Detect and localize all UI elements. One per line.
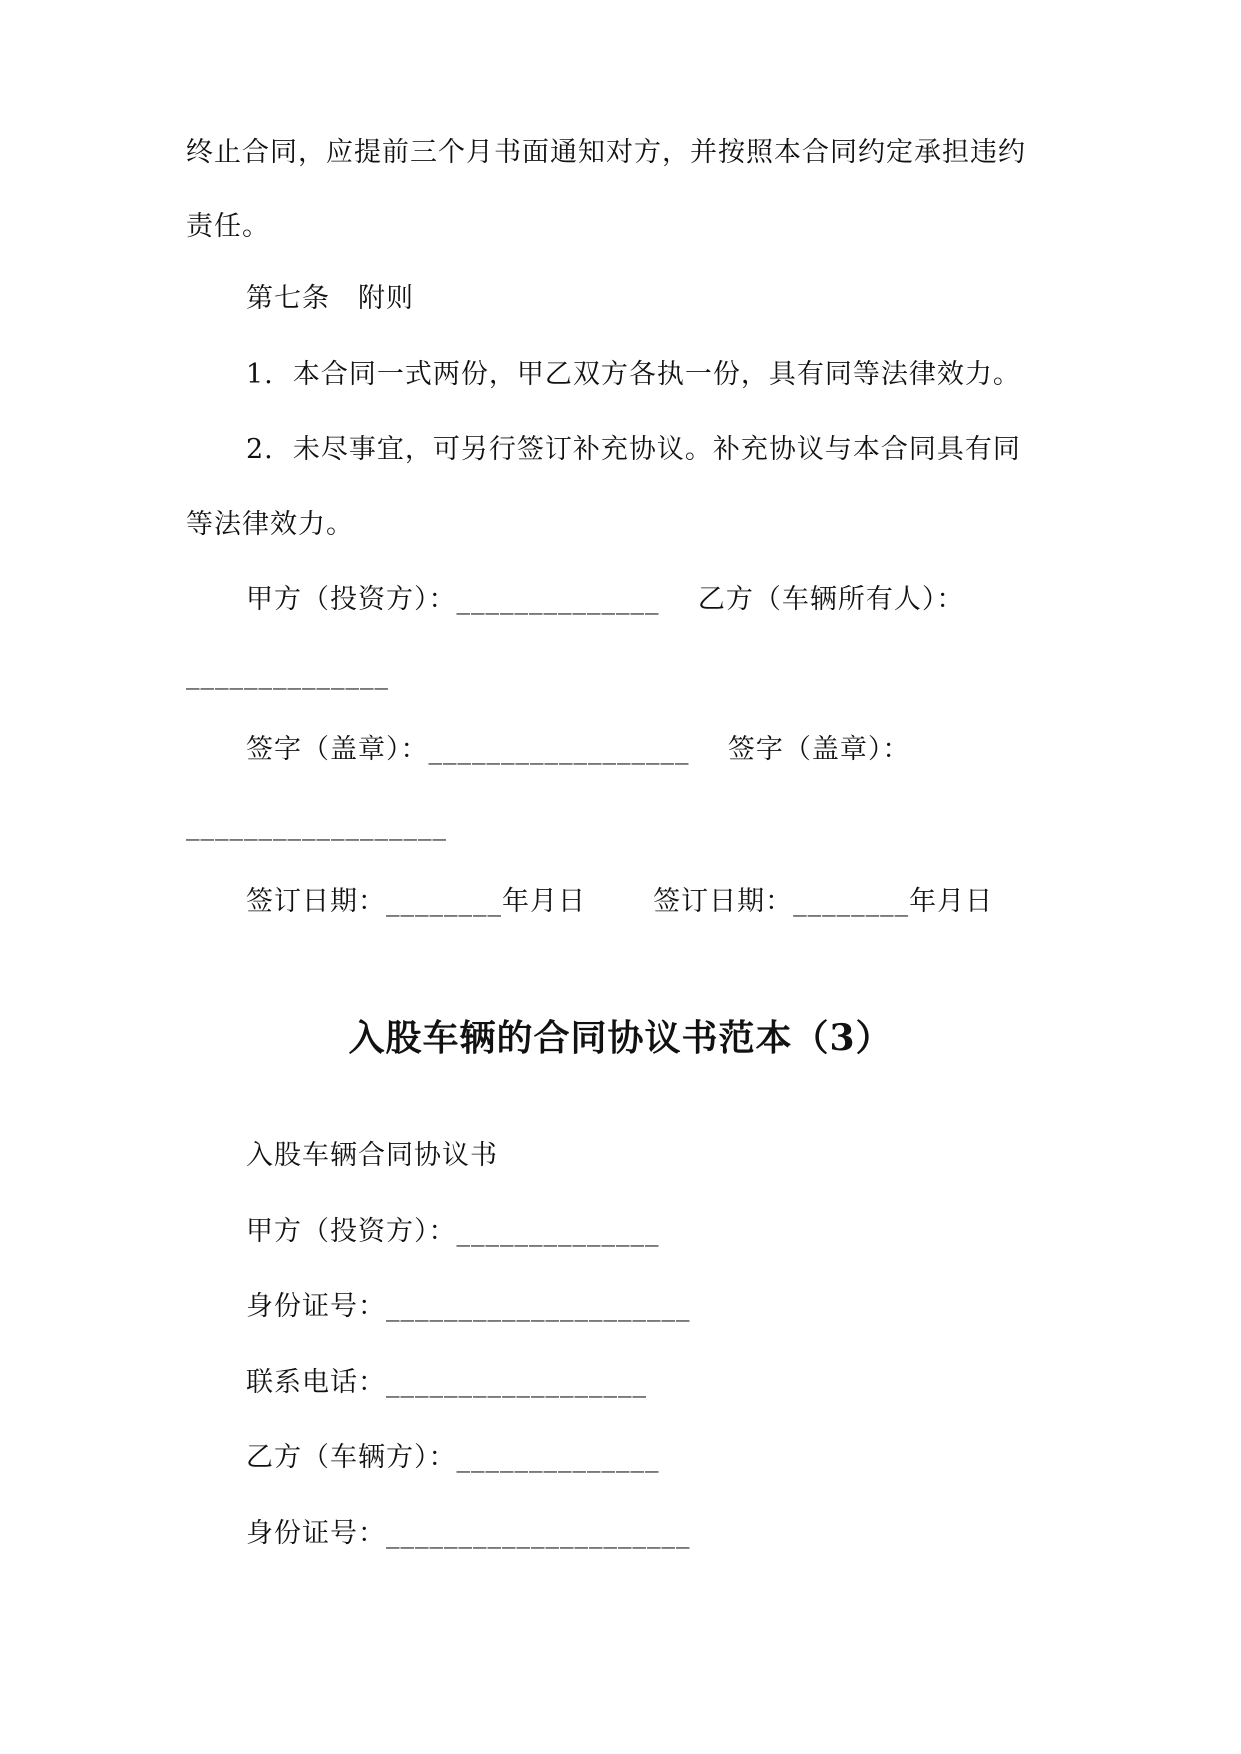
clause-item: 2. 未尽事宜，可另行签订补充协议。补充协议与本合同具有同 [246,434,1021,465]
phone-field: 联系电话：__________________ [246,1367,647,1398]
id-number-field: 身份证号：_____________________ [246,1291,691,1322]
party-a-field: 甲方（投资方）：______________ [246,1216,660,1247]
paragraph-text: 终止合同，应提前三个月书面通知对方，并按照本合同约定承担违约 [186,137,1026,168]
section-title: 入股车辆的合同协议书范本（3） [348,1017,893,1059]
signature-blank: ______________ [186,659,389,690]
paragraph-text: 责任。 [186,211,270,242]
seal-signature-line: 签字（盖章）：__________________ 签字（盖章）： [246,734,911,765]
id-number-field: 身份证号：_____________________ [246,1518,691,1549]
signature-blank: __________________ [186,810,447,841]
party-b-field: 乙方（车辆方）：______________ [246,1442,660,1473]
party-signature-line: 甲方（投资方）：______________ 乙方（车辆所有人）： [246,584,965,615]
article-heading: 第七条 附则 [246,283,414,314]
paragraph-text: 等法律效力。 [186,509,354,540]
agreement-name: 入股车辆合同协议书 [246,1140,498,1171]
signing-date-line: 签订日期：________年月日 签订日期：________年月日 [246,886,994,917]
clause-item: 1. 本合同一式两份，甲乙双方各执一份，具有同等法律效力。 [246,359,1021,390]
